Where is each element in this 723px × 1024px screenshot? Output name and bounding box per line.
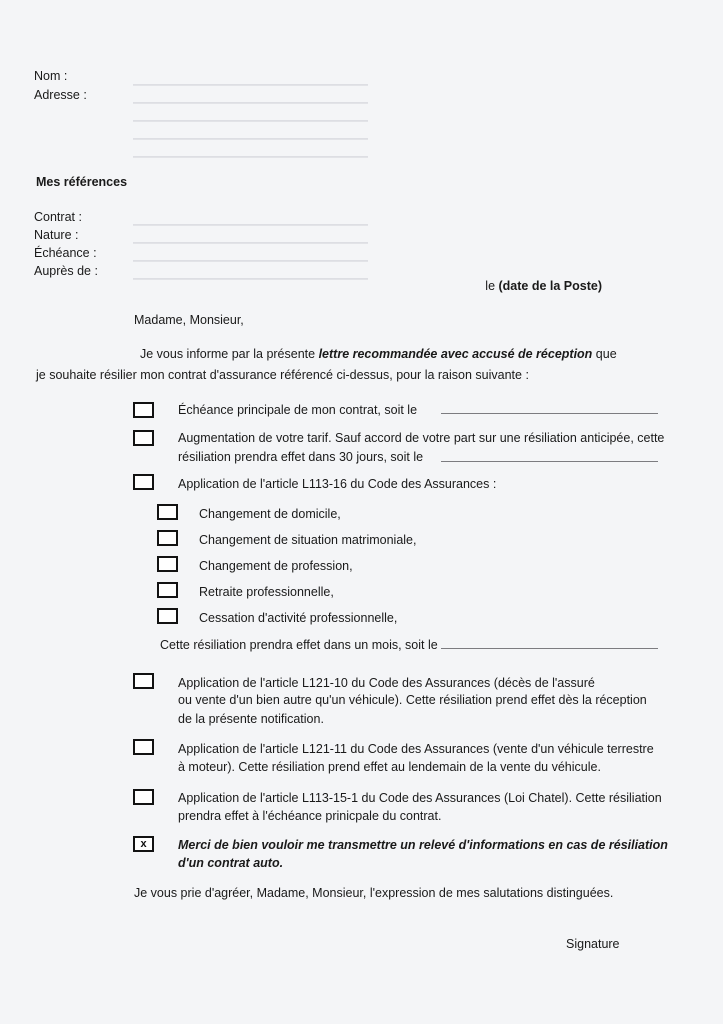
checkbox-retraite-professionnelle[interactable] xyxy=(157,582,178,598)
intro-emphasis: lettre recommandée avec accusé de réception xyxy=(318,347,593,361)
sub-reasons-footer-text: Cette résiliation prendra effet dans un mois, soit le xyxy=(160,638,438,652)
intro-part-2: que xyxy=(592,347,617,361)
intro-part-1: Je vous informe par la présente xyxy=(140,347,319,361)
check-mark-glyph: x xyxy=(140,837,147,850)
checkbox-echeance-principale[interactable] xyxy=(133,402,154,418)
date-prefix: le xyxy=(485,279,499,293)
checkbox-changement-profession[interactable] xyxy=(157,556,178,572)
intro-paragraph xyxy=(36,344,676,386)
date-placeholder[interactable]: (date de la Poste) xyxy=(498,279,602,293)
salutation: Madame, Monsieur, xyxy=(134,313,244,327)
reason-article-l113-15-1-line-2: prendra effet à l'échéance prinicpale du contrat. xyxy=(178,809,442,823)
fill-line-echeance-principale[interactable] xyxy=(441,413,658,414)
reason-echeance-principale-label: Échéance principale de mon contrat, soit le xyxy=(178,403,418,417)
date-line xyxy=(485,279,602,293)
request-line-2: d'un contrat auto. xyxy=(178,856,284,870)
sub-reason-retraite-professionnelle-label: Retraite professionnelle, xyxy=(199,585,334,599)
fill-line-augmentation-tarif[interactable] xyxy=(441,461,658,462)
ref-label-echeance: Échéance : xyxy=(34,246,97,260)
sub-reason-changement-profession-label: Changement de profession, xyxy=(199,559,353,573)
sub-reason-changement-situation-matrimoniale-label: Changement de situation matrimoniale, xyxy=(199,533,417,547)
checkbox-changement-domicile[interactable] xyxy=(157,504,178,520)
address-rule-4[interactable] xyxy=(133,138,368,140)
intro-line-2: je souhaite résilier mon contrat d'assurance référencé ci-dessus, pour la raison suivante : xyxy=(36,368,529,382)
fill-line-sub-reasons-footer[interactable] xyxy=(441,648,658,649)
name-label: Nom : xyxy=(34,69,68,83)
checkbox-cessation-activite[interactable] xyxy=(157,608,178,624)
reason-article-l121-10-line-1: Application de l'article L121-10 du Code des Assurances (décès de l'assuré xyxy=(178,676,595,690)
request-line-1: Merci de bien vouloir me transmettre un relevé d'informations en cas de résiliation xyxy=(178,838,668,852)
address-rule-3[interactable] xyxy=(133,120,368,122)
sub-reason-cessation-activite-label: Cessation d'activité professionnelle, xyxy=(199,611,398,625)
reason-article-l121-11-line-2: à moteur). Cette résiliation prend effet au lendemain de la vente du véhicule. xyxy=(178,760,601,774)
ref-label-aupres-de: Auprès de : xyxy=(34,264,98,278)
checkbox-article-l113-16[interactable] xyxy=(133,474,154,490)
reason-article-l121-10-line-3: de la présente notification. xyxy=(178,712,324,726)
ref-rule-nature[interactable] xyxy=(133,242,368,244)
reason-article-l121-10-line-2: ou vente d'un bien autre qu'un véhicule). Cette résiliation prend effet dès la réception xyxy=(178,693,647,707)
ref-rule-contrat[interactable] xyxy=(133,224,368,226)
reason-article-l121-11-line-1: Application de l'article L121-11 du Code des Assurances (vente d'un véhicule terrestre xyxy=(178,742,654,756)
address-rule-2[interactable] xyxy=(133,102,368,104)
references-title: Mes références xyxy=(36,175,128,189)
checkbox-changement-situation-matrimoniale[interactable] xyxy=(157,530,178,546)
address-rule-1[interactable] xyxy=(133,84,368,86)
sub-reason-changement-domicile-label: Changement de domicile, xyxy=(199,507,341,521)
checkbox-article-l121-10[interactable] xyxy=(133,673,154,689)
ref-label-nature: Nature : xyxy=(34,228,79,242)
reason-augmentation-tarif-line-2: résiliation prendra effet dans 30 jours, soit le xyxy=(178,450,424,464)
checkbox-releve-informations[interactable] xyxy=(133,836,154,852)
ref-rule-aupres-de[interactable] xyxy=(133,278,368,280)
address-label: Adresse : xyxy=(34,88,87,102)
reason-augmentation-tarif-line-1: Augmentation de votre tarif. Sauf accord de votre part sur une résiliation anticipée, cette xyxy=(178,431,665,445)
checkbox-article-l121-11[interactable] xyxy=(133,739,154,755)
signature-label: Signature xyxy=(566,937,620,951)
checkbox-article-l113-15-1[interactable] xyxy=(133,789,154,805)
checkbox-augmentation-tarif[interactable] xyxy=(133,430,154,446)
address-rule-5[interactable] xyxy=(133,156,368,158)
ref-label-contrat: Contrat : xyxy=(34,210,82,224)
closing-paragraph: Je vous prie d'agréer, Madame, Monsieur, l'expression de mes salutations distinguées. xyxy=(134,886,614,900)
reason-article-l113-16-label: Application de l'article L113-16 du Code des Assurances : xyxy=(178,477,497,491)
ref-rule-echeance[interactable] xyxy=(133,260,368,262)
reason-article-l113-15-1-line-1: Application de l'article L113-15-1 du Code des Assurances (Loi Chatel). Cette résiliation xyxy=(178,791,662,805)
